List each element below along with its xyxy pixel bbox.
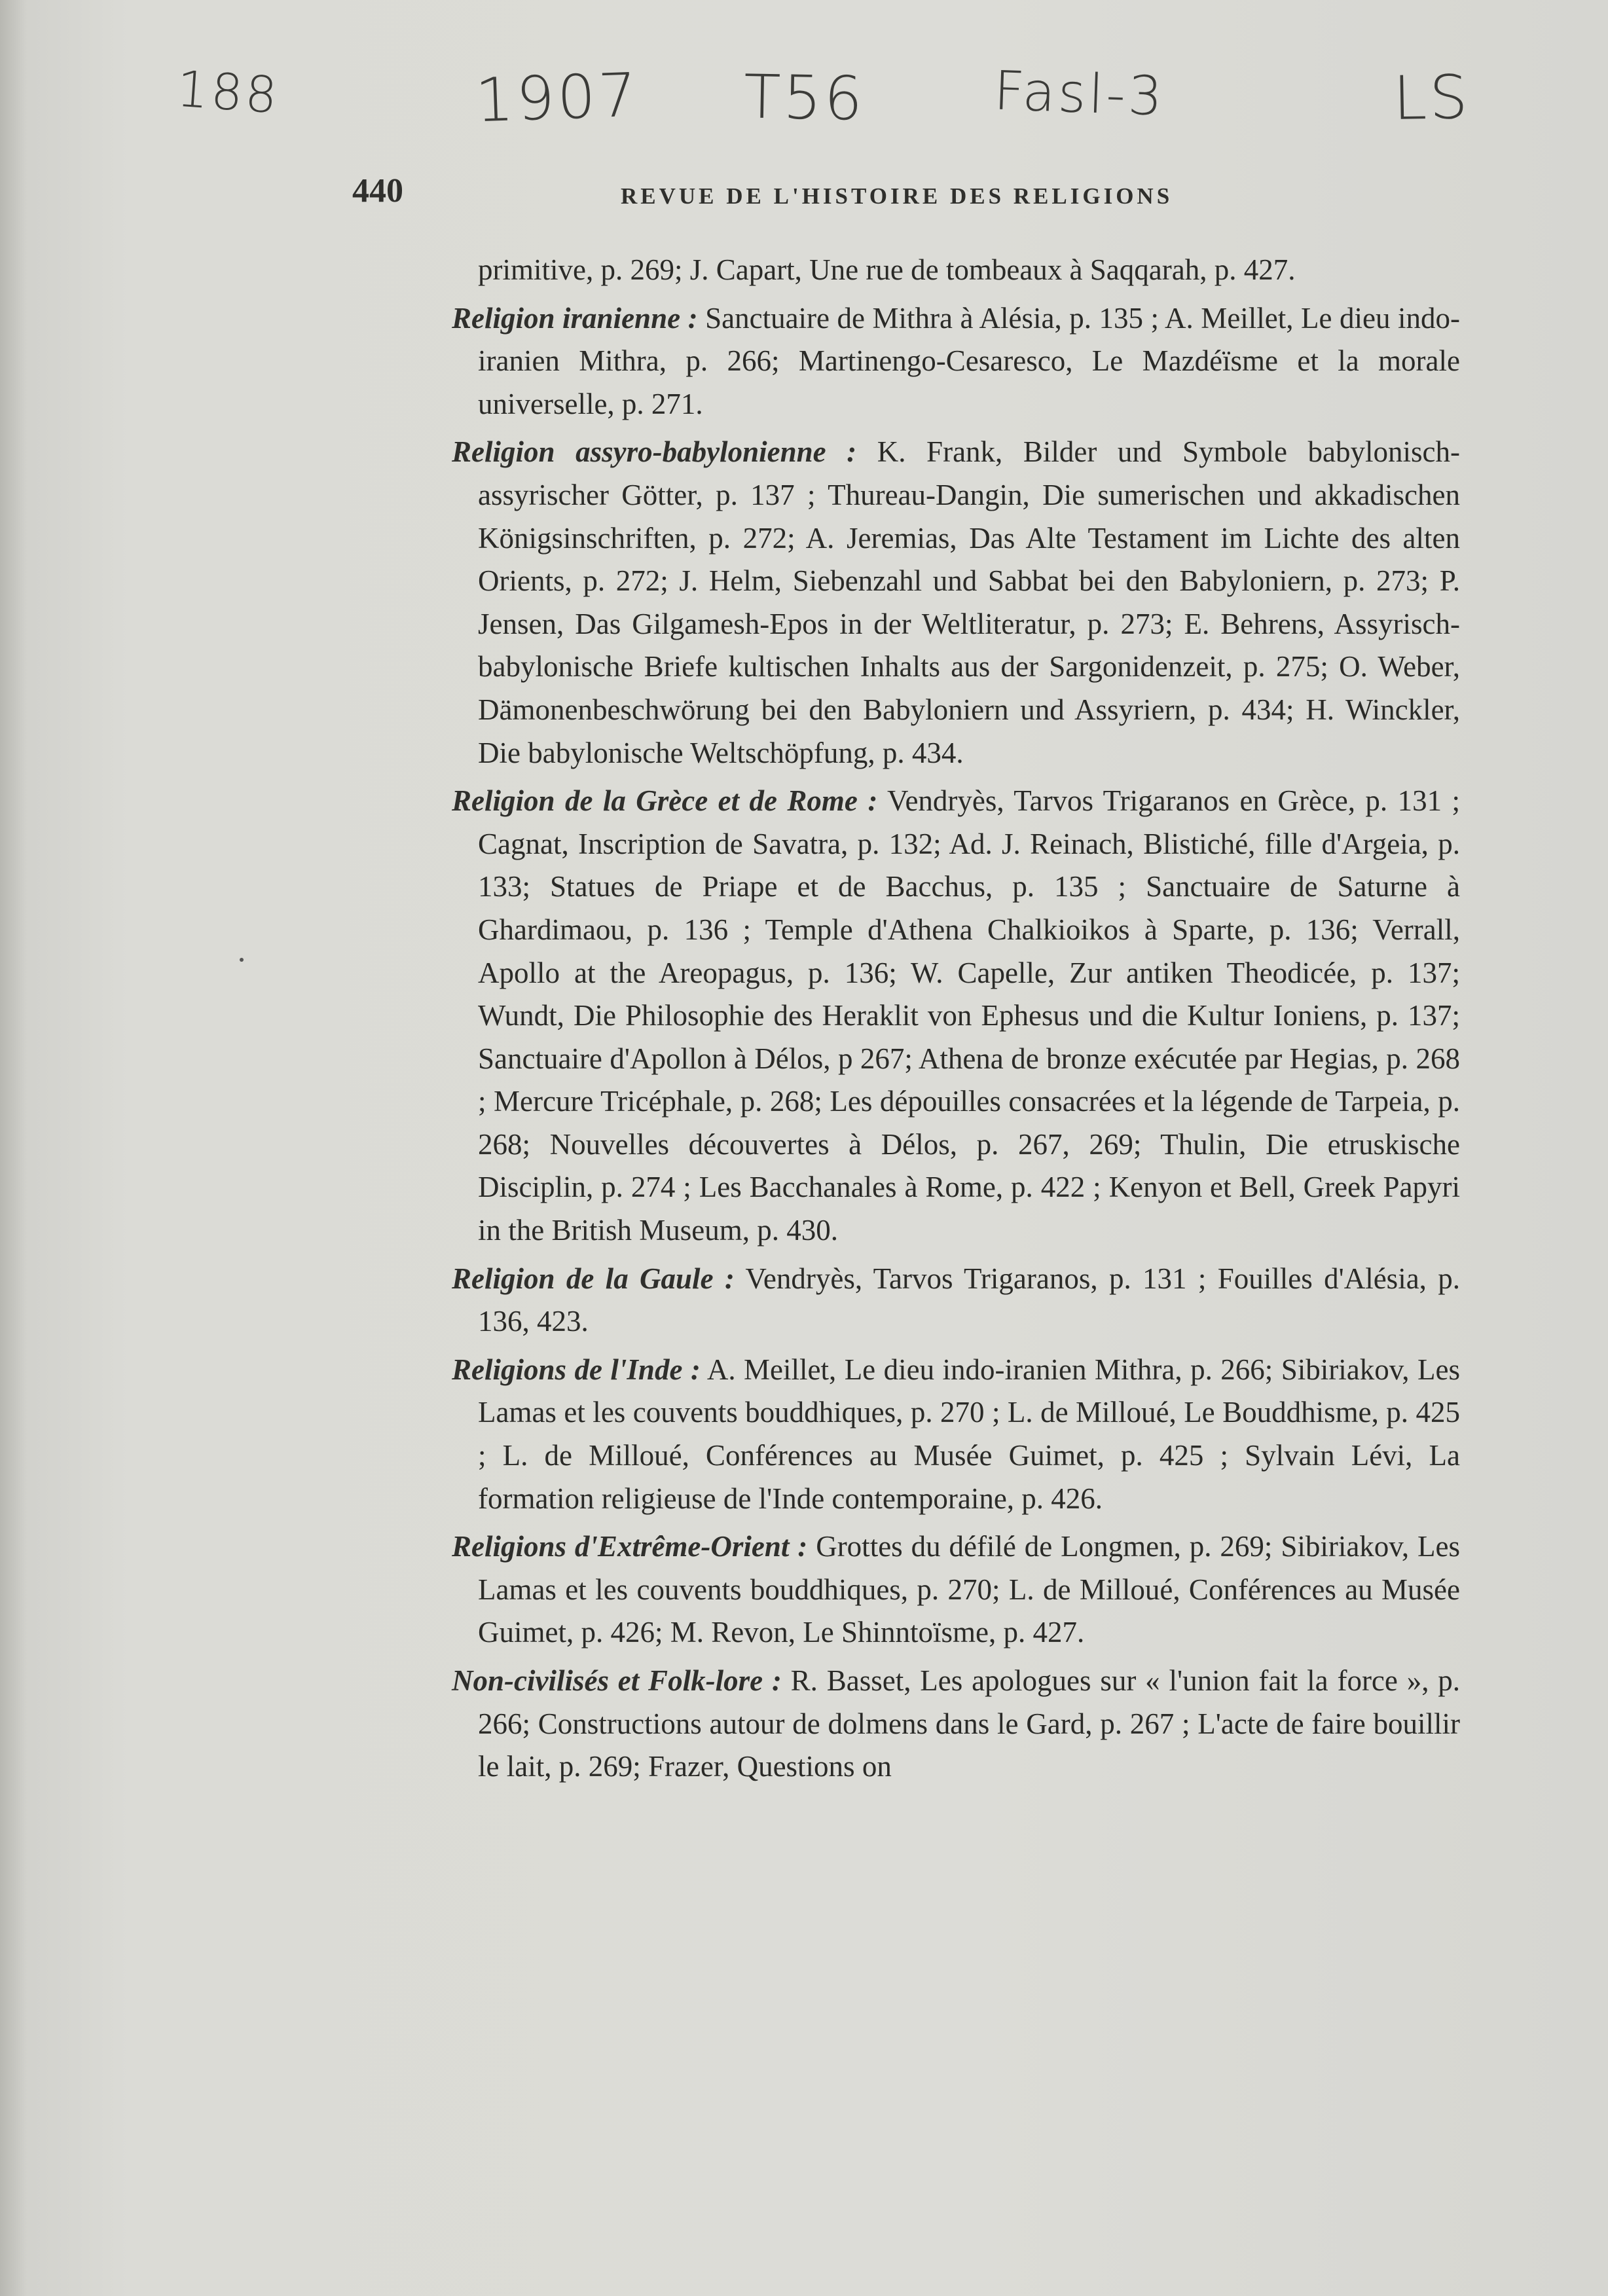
entry-text: primitive, p. 269; J. Capart, Une rue de tombeaux à Saqqarah, p. 427. bbox=[478, 253, 1296, 286]
index-entry bbox=[452, 1349, 1460, 1520]
entry-text: K. Frank, Bilder und Symbole babylonisch-assyrischer Götter, p. 137 ; Thureau-Dangin, Die sumerischen und akkadischen Königsinschriften, p. 272; A. Jeremias, Das Alte Testament im Lichte des alten Orients, p. 272; J. Helm, Siebenzahl und Sabbat bei den Babyloniern, p. 273; P. Jensen, Das Gilgamesh-Epos in der Weltliteratur, p. 273; E. Behrens, Assyrisch-babylonische Briefe kultischen Inhalts aus der Sargonidenzeit, p. 275; O. Weber, Dämonenbeschwörung bei den Babyloniern und Assyriern, p. 434; H. Winckler, Die babylonische Weltschöpfung, p. 434. bbox=[478, 435, 1461, 769]
handwritten-note: 1907 bbox=[474, 60, 640, 136]
page-number: 440 bbox=[352, 172, 403, 210]
entry-text: Grottes du défilé de Longmen, p. 269; Sibiriakov, Les Lamas et les couvents bouddhiques, p. 270; L. de Milloué, Conférences au Musée Guimet, p. 426; M. Revon, Le Shinntoïsme, p. 427. bbox=[478, 1530, 1461, 1649]
entry-text: Vendryès, Tarvos Trigaranos, p. 131 ; Fouilles d'Alésia, p. 136, 423. bbox=[478, 1262, 1461, 1338]
handwritten-note: 188 bbox=[175, 59, 282, 125]
index-body bbox=[452, 249, 1460, 1794]
entry-title: Non-civilisés et Folk-lore : bbox=[452, 1664, 782, 1697]
entry-title: Religion de la Grèce et de Rome : bbox=[452, 784, 878, 818]
entry-title: Religion assyro-babylonienne : bbox=[452, 435, 857, 469]
index-entry bbox=[452, 297, 1460, 426]
handwritten-note: Fasl-3 bbox=[993, 60, 1166, 128]
index-entry bbox=[452, 780, 1460, 1252]
index-entry bbox=[452, 431, 1460, 774]
margin-mark bbox=[240, 958, 244, 962]
index-entry bbox=[452, 1660, 1460, 1789]
entry-text: Sanctuaire de Mithra à Alésia, p. 135 ; A. Meillet, Le dieu indo-iranien Mithra, p. 266; Martinengo-Cesaresco, Le Mazdéïsme et la morale universelle, p. 271. bbox=[478, 301, 1460, 420]
entry-title: Religion iranienne : bbox=[452, 301, 698, 335]
entry-title: Religions d'Extrême-Orient : bbox=[452, 1530, 808, 1563]
entry-text: R. Basset, Les apologues sur « l'union fait la force », p. 266; Constructions autour de dolmens dans le Gard, p. 267 ; L'acte de faire bouillir le lait, p. 269; Frazer, Questions on bbox=[478, 1664, 1461, 1783]
page-edge-shadow bbox=[0, 0, 26, 2296]
entry-title: Religions de l'Inde : bbox=[452, 1353, 701, 1386]
entry-text: A. Meillet, Le dieu indo-iranien Mithra, p. 266; Sibiriakov, Les Lamas et les couvents bouddhiques, p. 270 ; L. de Milloué, Le Bouddhisme, p. 425 ; L. de Milloué, Conférences au Musée Guimet, p. 425 ; Sylvain Lévi, La formation religieuse de l'Inde contemporaine, p. 426. bbox=[478, 1353, 1460, 1515]
entry-title: Religion de la Gaule : bbox=[452, 1262, 735, 1295]
index-entry bbox=[452, 1525, 1460, 1654]
entry-text: Vendryès, Tarvos Trigaranos en Grèce, p. 131 ; Cagnat, Inscription de Savatra, p. 132; Ad. J. Reinach, Blistiché, fille d'Argeia, p. 133; Statues de Priape et de Bacchus, p. 135 ; Sanctuaire de Saturne à Ghardimaou, p. 136 ; Temple d'Athena Chalkioikos à Sparte, p. 136; Verrall, Apollo at the Areopagus, p. 136; W. Capelle, Zur antiken Theodicée, p. 137; Wundt, Die Philosophie des Heraklit von Ephesus und die Kultur Ioniens, p. 137; Sanctuaire d'Apollon à Délos, p 267; Athena de bronze exécutée par Hegias, p. 268 ; Mercure Tricéphale, p. 268; Les dépouilles consacrées et la légende de Tarpeia, p. 268; Nouvelles découvertes à Délos, p. 267, 269; Thulin, Die etruskische Disciplin, p. 274 ; Les Bacchanales à Rome, p. 422 ; Kenyon et Bell, Greek Papyri in the British Museum, p. 430. bbox=[478, 784, 1461, 1247]
index-entry bbox=[452, 1258, 1460, 1343]
running-head: REVUE DE L'HISTOIRE DES RELIGIONS bbox=[621, 183, 1173, 209]
handwritten-note: T56 bbox=[743, 62, 866, 134]
index-entry bbox=[452, 249, 1460, 292]
handwritten-note: LS bbox=[1393, 62, 1471, 134]
